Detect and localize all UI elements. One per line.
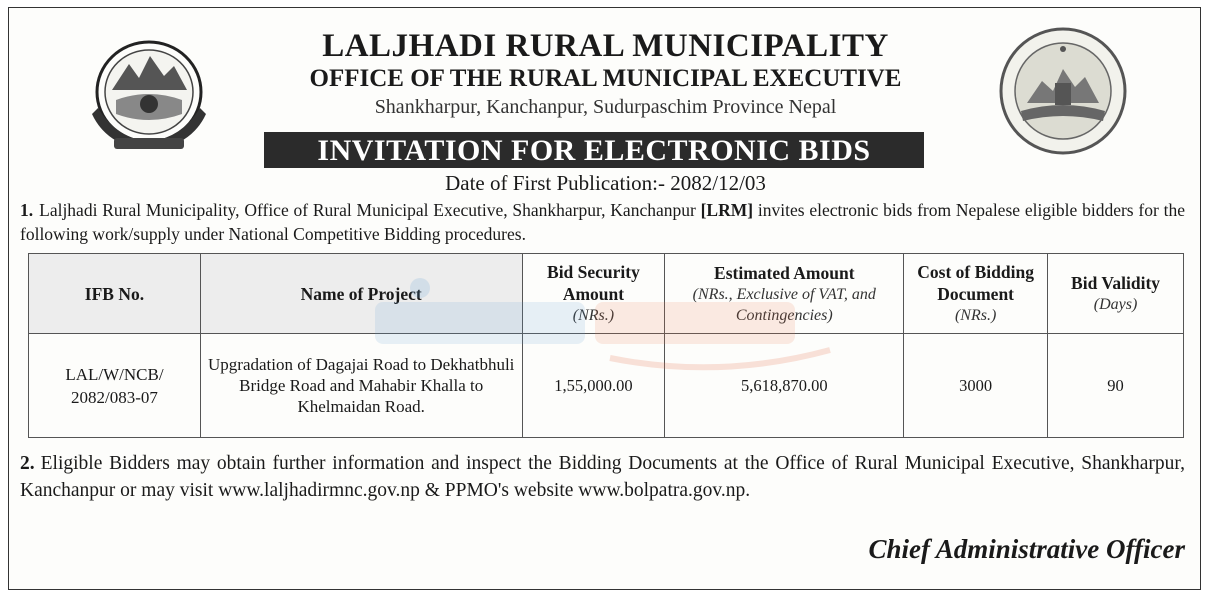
- office-name: OFFICE OF THE RURAL MUNICIPAL EXECUTIVE: [309, 65, 902, 92]
- project-name: Upgradation of Dagajai Road to Dekhatbhuli Bridge Road and Mahabir Khalla to Khelmaidan Road.: [200, 334, 522, 438]
- municipality-name: LALJHADI RURAL MUNICIPALITY: [322, 28, 889, 64]
- info-text: Eligible Bidders may obtain further information and inspect the Bidding Documents at the Office of Rural Municipal Executive, Shankharpur, Kanchanpur or may visit www.laljhadirmnc.gov.np & PPMO's website www.bolpatra.gov.np.: [20, 453, 1185, 501]
- info-paragraph: [20, 450, 1185, 504]
- bidding-document-cost: 3000: [904, 334, 1048, 438]
- intro-paragraph: [20, 198, 1185, 246]
- notice-title-banner: INVITATION FOR ELECTRONIC BIDS: [264, 132, 924, 168]
- col-header-bid-validity: Bid Validity (Days): [1048, 254, 1184, 334]
- bid-table: [28, 253, 1184, 438]
- col-header-ifb: IFB No.: [29, 254, 201, 334]
- paragraph-number: 2.: [20, 453, 35, 474]
- intro-text-continued: invites electronic bids from Nepalese eligible bidders for the following work/supply under National Competitive Bidding procedures.: [20, 200, 1185, 244]
- col-header-estimated-amount: Estimated Amount (NRs., Exclusive of VAT, and Contingencies): [665, 254, 904, 334]
- office-address: Shankharpur, Kanchanpur, Sudurpaschim Province Nepal: [374, 96, 837, 118]
- signatory-title: Chief Administrative Officer: [868, 534, 1185, 564]
- paragraph-number: 1.: [20, 200, 34, 220]
- col-header-project: Name of Project: [200, 254, 522, 334]
- col-header-bidding-cost: Cost of Bidding Document (NRs.): [904, 254, 1048, 334]
- bid-validity-days: 90: [1048, 334, 1184, 438]
- letterhead: [0, 28, 1211, 120]
- estimated-amount: 5,618,870.00: [665, 334, 904, 438]
- bid-security-amount: 1,55,000.00: [522, 334, 665, 438]
- col-header-bid-security: Bid Security Amount (NRs.): [522, 254, 665, 334]
- ifb-number: LAL/W/NCB/ 2082/083-07: [29, 334, 201, 438]
- publication-date: Date of First Publication:- 2082/12/03: [445, 171, 766, 195]
- intro-text: Laljhadi Rural Municipality, Office of Rural Municipal Executive, Shankharpur, Kanchanpur: [39, 200, 701, 220]
- table-header-row: [29, 254, 1184, 334]
- table-row: [29, 334, 1184, 438]
- intro-abbreviation: [LRM]: [700, 200, 754, 220]
